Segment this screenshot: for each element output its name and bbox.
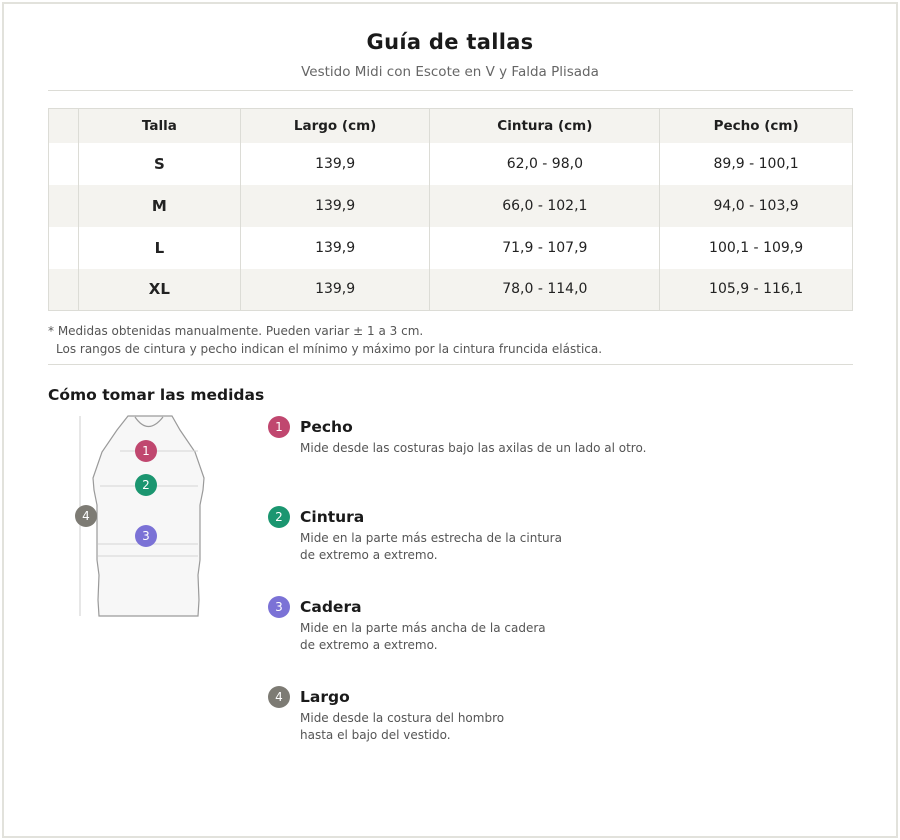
measure-desc-line: Mide desde las costuras bajo las axilas de un lado al otro. (300, 441, 647, 455)
table-row (49, 143, 853, 185)
table-row (49, 185, 853, 227)
badge-number: 3 (275, 600, 283, 614)
range-note: Los rangos de cintura y pecho indican el mínimo y máximo por la cintura fruncida elástica. (56, 342, 603, 356)
chest-marker (135, 440, 157, 462)
chest-marker-number: 1 (142, 444, 150, 458)
size-cell: M (78, 185, 240, 227)
measure-desc-line: hasta el bajo del vestido. (300, 728, 451, 742)
waist-cell: 62,0 - 98,0 (430, 143, 660, 185)
chest-cell: 94,0 - 103,9 (660, 185, 853, 227)
waist-cell: 78,0 - 114,0 (430, 269, 660, 311)
column-header-blank (49, 109, 79, 143)
page-title: Guía de tallas (366, 30, 534, 54)
measure-desc-line: de extremo a extremo. (300, 548, 438, 562)
row-spacer-cell (49, 143, 79, 185)
row-spacer-cell (49, 269, 79, 311)
measure-name: Cadera (300, 598, 362, 616)
measure-name: Cintura (300, 508, 365, 526)
row-spacer-cell (49, 185, 79, 227)
waist-cell: 66,0 - 102,1 (430, 185, 660, 227)
column-header-chest: Pecho (cm) (660, 109, 853, 143)
badge-number: 1 (275, 420, 283, 434)
length-cell: 139,9 (240, 269, 430, 311)
product-subtitle: Vestido Midi con Escote en V y Falda Plisada (301, 64, 599, 80)
measure-description (300, 710, 720, 744)
measure-description (300, 440, 720, 457)
table-row (49, 227, 853, 269)
chest-cell: 89,9 - 100,1 (660, 143, 853, 185)
divider (48, 364, 853, 365)
measure-description (300, 620, 720, 654)
table-header-row (49, 109, 853, 143)
length-marker (75, 505, 97, 527)
hip-marker-number: 3 (142, 529, 150, 543)
size-table (48, 108, 853, 311)
hip-number-badge (268, 596, 290, 618)
measure-desc-line: de extremo a extremo. (300, 638, 438, 652)
dress-diagram (70, 410, 220, 625)
measurement-note: * Medidas obtenidas manualmente. Pueden variar ± 1 a 3 cm. (48, 324, 424, 338)
size-cell: S (78, 143, 240, 185)
table-row (49, 269, 853, 311)
measure-desc-line: Mide en la parte más estrecha de la cintura (300, 531, 562, 545)
column-header-size: Talla (78, 109, 240, 143)
waist-number-badge (268, 506, 290, 528)
column-header-waist: Cintura (cm) (430, 109, 660, 143)
measure-description (300, 530, 720, 564)
measure-desc-line: Mide en la parte más ancha de la cadera (300, 621, 546, 635)
length-number-badge (268, 686, 290, 708)
size-cell: L (78, 227, 240, 269)
measure-name: Largo (300, 688, 350, 706)
length-marker-number: 4 (82, 509, 90, 523)
waist-cell: 71,9 - 107,9 (430, 227, 660, 269)
divider (48, 90, 853, 91)
size-cell: XL (78, 269, 240, 311)
column-header-length: Largo (cm) (240, 109, 430, 143)
badge-number: 4 (275, 690, 283, 704)
length-cell: 139,9 (240, 227, 430, 269)
badge-number: 2 (275, 510, 283, 524)
row-spacer-cell (49, 227, 79, 269)
measure-name: Pecho (300, 418, 353, 436)
chest-cell: 105,9 - 116,1 (660, 269, 853, 311)
waist-marker-number: 2 (142, 478, 150, 492)
hip-marker (135, 525, 157, 547)
measure-desc-line: Mide desde la costura del hombro (300, 711, 505, 725)
chest-number-badge (268, 416, 290, 438)
length-cell: 139,9 (240, 185, 430, 227)
chest-cell: 100,1 - 109,9 (660, 227, 853, 269)
length-cell: 139,9 (240, 143, 430, 185)
waist-marker (135, 474, 157, 496)
how-to-measure-title: Cómo tomar las medidas (48, 386, 265, 404)
